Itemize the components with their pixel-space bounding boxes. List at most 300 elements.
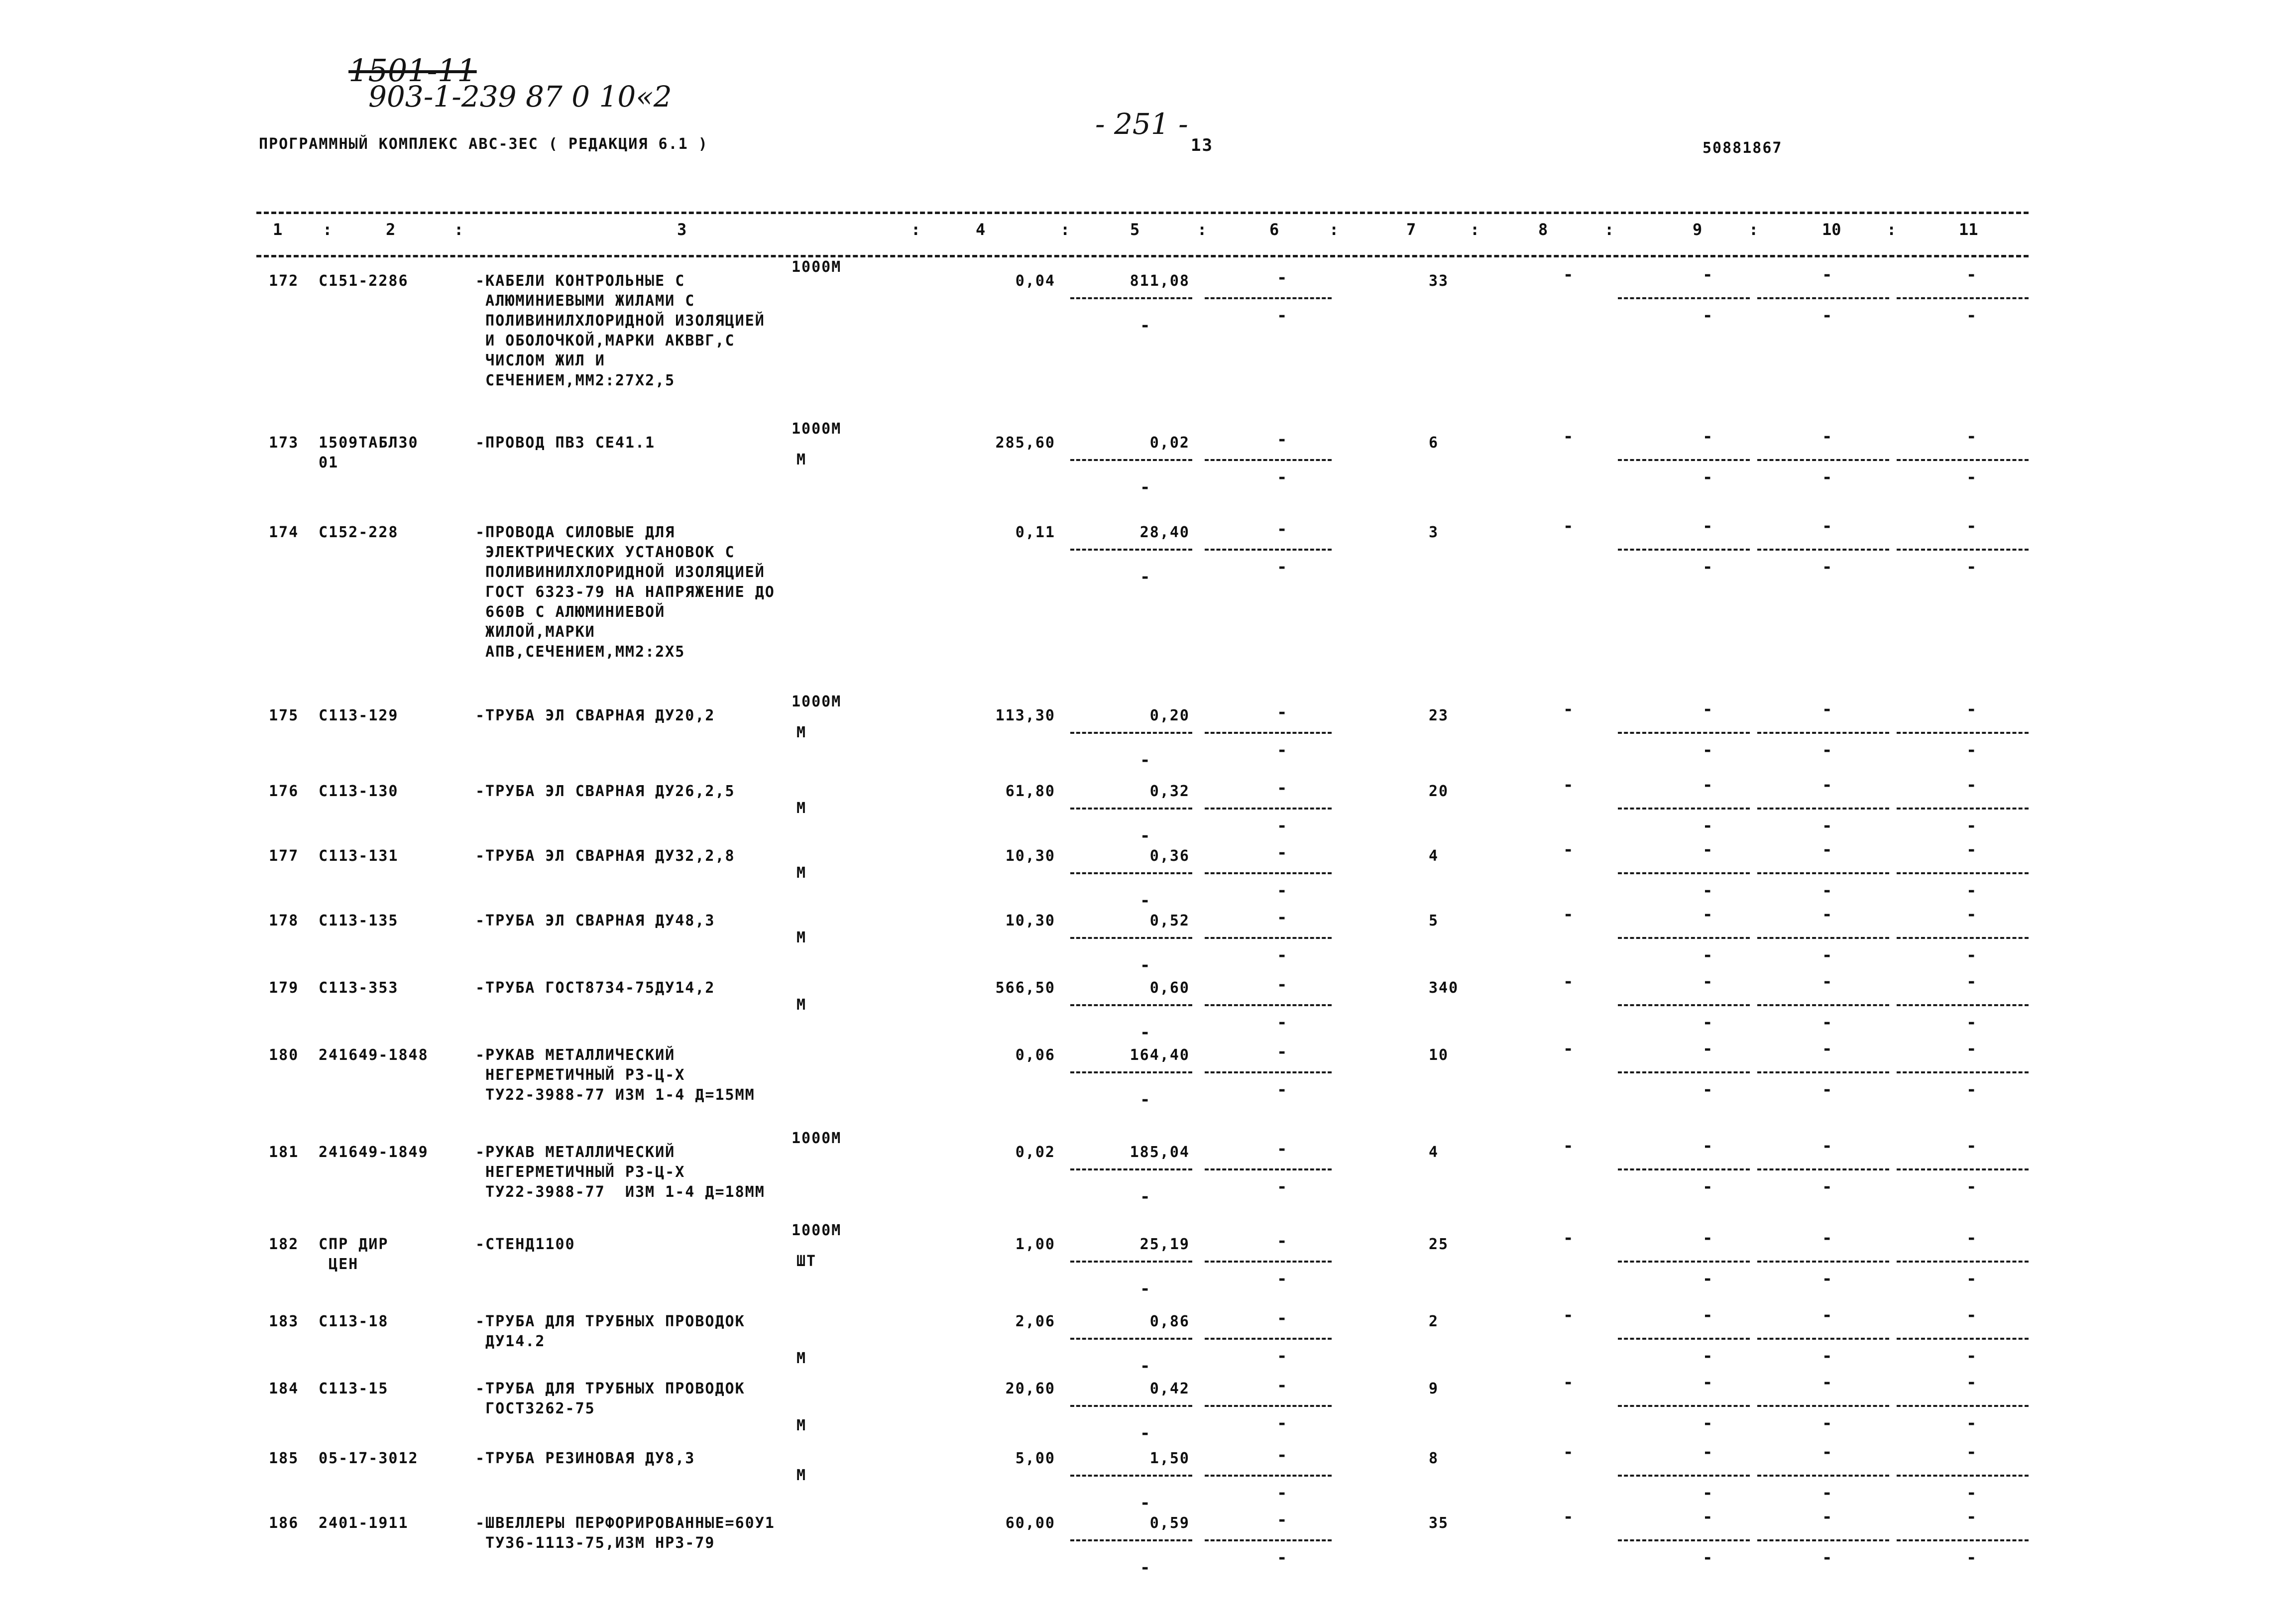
row-name: -ТРУБА РЕЗИНОВАЯ ДУ8,3: [475, 1450, 695, 1467]
document-number: 50881867: [1702, 139, 1783, 157]
row-unit-above: 1000М: [792, 258, 842, 276]
empty-cell-dash: -: [1277, 1510, 1287, 1530]
total-rule-col6: [1205, 937, 1332, 939]
column-header-6: 6: [1269, 220, 1279, 239]
program-header: ПРОГРАММНЫЙ КОМПЛЕКС АВС-3ЕС ( РЕДАКЦИЯ 6.1 ): [259, 135, 708, 153]
column-header-3: 3: [677, 220, 687, 239]
empty-cell-dash: -: [1966, 1039, 1977, 1059]
column-separator: :: [1329, 220, 1339, 239]
empty-cell-dash: -: [1822, 1373, 1832, 1392]
subtotal-dash: -: [1966, 557, 1977, 577]
row-unit-above: 1000М: [792, 1130, 842, 1147]
empty-cell-dash: -: [1966, 265, 1977, 285]
row-name: -РУКАВ МЕТАЛЛИЧЕСКИЙ НЕГЕРМЕТИЧНЫЙ РЗ-Ц-Х ТУ22-3988-77 ИЗМ 1-4 Д=18ММ: [475, 1144, 765, 1201]
subtotal-dash: -: [1140, 750, 1150, 770]
col5-value: 185,04: [1130, 1144, 1190, 1161]
subtotal-dash: -: [1140, 1023, 1150, 1043]
empty-cell-dash: -: [1563, 699, 1574, 719]
empty-cell-dash: -: [1277, 843, 1287, 863]
empty-cell-dash: -: [1277, 1376, 1287, 1395]
subtotal-dash: -: [1140, 1090, 1150, 1110]
col7-value: 5: [1429, 912, 1439, 929]
empty-cell-dash: -: [1702, 1442, 1713, 1462]
total-rule-col11: [1897, 1475, 2029, 1477]
total-rule-col10: [1757, 1539, 1889, 1541]
row-name: -ТРУБА ДЛЯ ТРУБНЫХ ПРОВОДОК ДУ14.2: [475, 1313, 745, 1350]
total-rule-col6: [1205, 549, 1332, 551]
col4-value: 5,00: [1015, 1450, 1055, 1467]
empty-cell-dash: -: [1277, 778, 1287, 798]
col7-value: 4: [1429, 847, 1439, 865]
subtotal-dash: -: [1966, 881, 1977, 901]
column-separator: :: [1197, 220, 1207, 239]
row-number: 181: [269, 1144, 299, 1161]
row-unit-above: 1000М: [792, 693, 842, 710]
subtotal-dash: -: [1822, 740, 1832, 760]
handwritten-project-code: 903-1-239 87 0 10«2: [368, 80, 672, 114]
row-name: -ТРУБА ЭЛ СВАРНАЯ ДУ20,2: [475, 707, 715, 724]
total-rule-col9: [1618, 459, 1750, 461]
subtotal-dash: -: [1277, 1080, 1287, 1100]
total-rule-col6: [1205, 1338, 1332, 1340]
row-code: С113-130: [319, 783, 399, 800]
empty-cell-dash: -: [1702, 1039, 1713, 1059]
col5-value: 0,60: [1149, 979, 1190, 997]
row-code: СПР ДИР ЦЕН: [319, 1236, 389, 1273]
empty-cell-dash: -: [1702, 775, 1713, 795]
table-top-rule: [256, 212, 2029, 214]
total-rule-col5: [1070, 872, 1192, 874]
column-separator: :: [1604, 220, 1614, 239]
empty-cell-dash: -: [1966, 775, 1977, 795]
total-rule-col9: [1618, 1338, 1750, 1340]
total-rule-col10: [1757, 1071, 1889, 1073]
total-rule-col11: [1897, 1168, 2029, 1170]
column-separator: :: [1749, 220, 1759, 239]
total-rule-col6: [1205, 1071, 1332, 1073]
empty-cell-dash: -: [1563, 1373, 1574, 1392]
subtotal-dash: -: [1140, 1187, 1150, 1207]
total-rule-col6: [1205, 459, 1332, 461]
col4-value: 285,60: [995, 434, 1055, 452]
subtotal-dash: -: [1966, 945, 1977, 965]
total-rule-col11: [1897, 808, 2029, 810]
col4-value: 10,30: [1005, 912, 1055, 929]
subtotal-dash: -: [1966, 1548, 1977, 1568]
row-name: -ТРУБА ЭЛ СВАРНАЯ ДУ48,3: [475, 912, 715, 929]
total-rule-col11: [1897, 732, 2029, 734]
empty-cell-dash: -: [1702, 1228, 1713, 1248]
row-number: 178: [269, 912, 299, 929]
total-rule-col10: [1757, 732, 1889, 734]
empty-cell-dash: -: [1702, 1136, 1713, 1156]
col7-value: 2: [1429, 1313, 1439, 1330]
total-rule-col9: [1618, 1004, 1750, 1006]
empty-cell-dash: -: [1563, 427, 1574, 447]
col7-value: 10: [1429, 1046, 1449, 1064]
col5-value: 25,19: [1139, 1236, 1190, 1253]
total-rule-col10: [1757, 297, 1889, 299]
subtotal-dash: -: [1702, 1483, 1713, 1503]
col7-value: 6: [1429, 434, 1439, 452]
subtotal-dash: -: [1966, 1080, 1977, 1100]
subtotal-dash: -: [1822, 1346, 1832, 1366]
empty-cell-dash: -: [1277, 1308, 1287, 1328]
subtotal-dash: -: [1822, 306, 1832, 326]
subtotal-dash: -: [1702, 1177, 1713, 1197]
total-rule-col10: [1757, 459, 1889, 461]
subtotal-dash: -: [1966, 1413, 1977, 1433]
empty-cell-dash: -: [1966, 1507, 1977, 1527]
total-rule-col9: [1618, 732, 1750, 734]
row-number: 185: [269, 1450, 299, 1467]
col7-value: 33: [1429, 272, 1449, 290]
empty-cell-dash: -: [1966, 1442, 1977, 1462]
column-separator: :: [1470, 220, 1480, 239]
row-code: С113-129: [319, 707, 399, 724]
empty-cell-dash: -: [1966, 1305, 1977, 1325]
subtotal-dash: -: [1702, 557, 1713, 577]
row-name: -ТРУБА ДЛЯ ТРУБНЫХ ПРОВОДОК ГОСТ3262-75: [475, 1380, 745, 1417]
total-rule-col9: [1618, 937, 1750, 939]
total-rule-col10: [1757, 1405, 1889, 1407]
subtotal-dash: -: [1277, 881, 1287, 901]
empty-cell-dash: -: [1822, 1442, 1832, 1462]
subtotal-dash: -: [1822, 1483, 1832, 1503]
row-number: 180: [269, 1046, 299, 1064]
total-rule-col5: [1070, 1261, 1192, 1263]
subtotal-dash: -: [1277, 1013, 1287, 1033]
subtotal-dash: -: [1822, 945, 1832, 965]
total-rule-col5: [1070, 297, 1192, 299]
row-code: С113-135: [319, 912, 399, 929]
row-number: 182: [269, 1236, 299, 1253]
total-rule-col10: [1757, 1004, 1889, 1006]
col5-value: 0,86: [1149, 1313, 1190, 1330]
empty-cell-dash: -: [1966, 905, 1977, 925]
total-rule-col10: [1757, 937, 1889, 939]
empty-cell-dash: -: [1702, 972, 1713, 992]
total-rule-col11: [1897, 549, 2029, 551]
row-code: 241649-1848: [319, 1046, 429, 1064]
col4-value: 566,50: [995, 979, 1055, 997]
col5-value: 0,02: [1149, 434, 1190, 452]
empty-cell-dash: -: [1822, 1305, 1832, 1325]
col4-value: 0,02: [1015, 1144, 1055, 1161]
subtotal-dash: -: [1702, 1413, 1713, 1433]
total-rule-col11: [1897, 1338, 2029, 1340]
col7-value: 8: [1429, 1450, 1439, 1467]
total-rule-col10: [1757, 1168, 1889, 1170]
subtotal-dash: -: [1140, 477, 1150, 497]
total-rule-col6: [1205, 1475, 1332, 1477]
column-separator: :: [454, 220, 464, 239]
subtotal-dash: -: [1277, 1269, 1287, 1289]
row-number: 173: [269, 434, 299, 452]
empty-cell-dash: -: [1563, 1442, 1574, 1462]
row-unit-above: 1000М: [792, 1222, 842, 1239]
subtotal-dash: -: [1822, 1177, 1832, 1197]
subtotal-dash: -: [1277, 1413, 1287, 1433]
total-rule-col9: [1618, 1539, 1750, 1541]
subtotal-dash: -: [1140, 1423, 1150, 1443]
subtotal-dash: -: [1702, 1080, 1713, 1100]
empty-cell-dash: -: [1966, 1228, 1977, 1248]
subtotal-dash: -: [1702, 1013, 1713, 1033]
total-rule-col11: [1897, 1004, 2029, 1006]
row-code: 05-17-3012: [319, 1450, 419, 1467]
column-header-1: 1: [273, 220, 283, 239]
subtotal-dash: -: [1140, 891, 1150, 911]
col7-value: 25: [1429, 1236, 1449, 1253]
row-name: -ПРОВОД ПВЗ СЕ41.1: [475, 434, 656, 452]
empty-cell-dash: -: [1966, 972, 1977, 992]
row-name: -СТЕНД1100: [475, 1236, 575, 1253]
row-unit: М: [796, 451, 807, 468]
empty-cell-dash: -: [1563, 775, 1574, 795]
row-number: 176: [269, 783, 299, 800]
total-rule-col6: [1205, 1539, 1332, 1541]
col4-value: 0,11: [1015, 524, 1055, 541]
subtotal-dash: -: [1966, 306, 1977, 326]
empty-cell-dash: -: [1966, 427, 1977, 447]
col4-value: 1,00: [1015, 1236, 1055, 1253]
row-code: С113-131: [319, 847, 399, 865]
column-separator: :: [1887, 220, 1897, 239]
subtotal-dash: -: [1702, 945, 1713, 965]
empty-cell-dash: -: [1277, 975, 1287, 995]
total-rule-col6: [1205, 872, 1332, 874]
col4-value: 60,00: [1005, 1514, 1055, 1532]
col7-value: 340: [1429, 979, 1459, 997]
row-number: 174: [269, 524, 299, 541]
col5-value: 28,40: [1139, 524, 1190, 541]
total-rule-col6: [1205, 1004, 1332, 1006]
subtotal-dash: -: [1822, 1548, 1832, 1568]
col7-value: 9: [1429, 1380, 1439, 1397]
empty-cell-dash: -: [1563, 972, 1574, 992]
subtotal-dash: -: [1277, 1177, 1287, 1197]
total-rule-col11: [1897, 1539, 2029, 1541]
subtotal-dash: -: [1702, 816, 1713, 836]
total-rule-col10: [1757, 872, 1889, 874]
row-unit: М: [796, 1417, 807, 1434]
subtotal-dash: -: [1822, 816, 1832, 836]
total-rule-col5: [1070, 1405, 1192, 1407]
row-name: -ШВЕЛЛЕРЫ ПЕРФОРИРОВАННЫЕ=60У1 ТУ36-1113-75,ИЗМ НРЗ-79: [475, 1514, 775, 1552]
total-rule-col11: [1897, 1261, 2029, 1263]
row-unit: М: [796, 1467, 807, 1484]
empty-cell-dash: -: [1822, 1507, 1832, 1527]
col5-value: 0,52: [1149, 912, 1190, 929]
row-unit: М: [796, 929, 807, 946]
subtotal-dash: -: [1966, 1269, 1977, 1289]
empty-cell-dash: -: [1822, 972, 1832, 992]
row-name: -ТРУБА ГОСТ8734-75ДУ14,2: [475, 979, 715, 997]
total-rule-col6: [1205, 732, 1332, 734]
column-header-10: 10: [1822, 220, 1841, 239]
total-rule-col10: [1757, 1338, 1889, 1340]
subtotal-dash: -: [1702, 881, 1713, 901]
total-rule-col9: [1618, 1475, 1750, 1477]
column-header-2: 2: [386, 220, 396, 239]
empty-cell-dash: -: [1563, 905, 1574, 925]
total-rule-col5: [1070, 1004, 1192, 1006]
row-unit: М: [796, 864, 807, 882]
total-rule-col9: [1618, 1261, 1750, 1263]
empty-cell-dash: -: [1563, 840, 1574, 860]
empty-cell-dash: -: [1822, 427, 1832, 447]
row-code: 1509ТАБЛ30 01: [319, 434, 419, 471]
col7-value: 35: [1429, 1514, 1449, 1532]
row-unit: М: [796, 1350, 807, 1367]
subtotal-dash: -: [1822, 1080, 1832, 1100]
col5-value: 0,32: [1149, 783, 1190, 800]
empty-cell-dash: -: [1277, 519, 1287, 539]
empty-cell-dash: -: [1702, 427, 1713, 447]
empty-cell-dash: -: [1966, 699, 1977, 719]
empty-cell-dash: -: [1822, 775, 1832, 795]
subtotal-dash: -: [1277, 1548, 1287, 1568]
column-header-9: 9: [1693, 220, 1702, 239]
empty-cell-dash: -: [1563, 1228, 1574, 1248]
total-rule-col11: [1897, 1071, 2029, 1073]
col5-value: 1,50: [1149, 1450, 1190, 1467]
empty-cell-dash: -: [1822, 905, 1832, 925]
empty-cell-dash: -: [1702, 840, 1713, 860]
subtotal-dash: -: [1822, 1413, 1832, 1433]
empty-cell-dash: -: [1822, 1136, 1832, 1156]
col4-value: 20,60: [1005, 1380, 1055, 1397]
subtotal-dash: -: [1140, 1356, 1150, 1376]
subtotal-dash: -: [1140, 955, 1150, 975]
subtotal-dash: -: [1966, 467, 1977, 487]
row-name: -КАБЕЛИ КОНТРОЛЬНЫЕ С АЛЮМИНИЕВЫМИ ЖИЛАМИ С ПОЛИВИНИЛХЛОРИДНОЙ ИЗОЛЯЦИЕЙ И ОБОЛОЧКОЙ,МАРКИ АКВВГ,С ЧИСЛОМ ЖИЛ И СЕЧЕНИЕМ,ММ2:27Х2,5: [475, 272, 765, 389]
empty-cell-dash: -: [1277, 1445, 1287, 1465]
subtotal-dash: -: [1277, 1483, 1287, 1503]
row-unit-above: 1000М: [792, 420, 842, 438]
col5-value: 0,20: [1149, 707, 1190, 724]
total-rule-col11: [1897, 937, 2029, 939]
row-code: С151-2286: [319, 272, 409, 290]
empty-cell-dash: -: [1966, 840, 1977, 860]
col4-value: 0,06: [1015, 1046, 1055, 1064]
total-rule-col10: [1757, 1261, 1889, 1263]
empty-cell-dash: -: [1277, 430, 1287, 450]
subtotal-dash: -: [1966, 1346, 1977, 1366]
row-unit: М: [796, 724, 807, 741]
empty-cell-dash: -: [1822, 840, 1832, 860]
total-rule-col11: [1897, 872, 2029, 874]
column-header-5: 5: [1130, 220, 1140, 239]
col4-value: 0,04: [1015, 272, 1055, 290]
empty-cell-dash: -: [1563, 516, 1574, 536]
col5-value: 811,08: [1130, 272, 1190, 290]
subtotal-dash: -: [1822, 467, 1832, 487]
subtotal-dash: -: [1277, 816, 1287, 836]
total-rule-col9: [1618, 872, 1750, 874]
col7-value: 4: [1429, 1144, 1439, 1161]
subtotal-dash: -: [1702, 1548, 1713, 1568]
empty-cell-dash: -: [1702, 265, 1713, 285]
handwritten-sheet-number: 1501-11: [348, 52, 477, 89]
empty-cell-dash: -: [1822, 1228, 1832, 1248]
empty-cell-dash: -: [1563, 1136, 1574, 1156]
column-separator: :: [323, 220, 333, 239]
total-rule-col6: [1205, 297, 1332, 299]
subtotal-dash: -: [1140, 1279, 1150, 1299]
subtotal-dash: -: [1277, 1346, 1287, 1366]
subtotal-dash: -: [1966, 1177, 1977, 1197]
subtotal-dash: -: [1140, 567, 1150, 587]
row-unit: М: [796, 800, 807, 817]
subtotal-dash: -: [1822, 1013, 1832, 1033]
column-separator: :: [911, 220, 921, 239]
empty-cell-dash: -: [1702, 516, 1713, 536]
empty-cell-dash: -: [1966, 1136, 1977, 1156]
total-rule-col6: [1205, 1261, 1332, 1263]
table-header-rule: [256, 255, 2029, 257]
total-rule-col5: [1070, 1071, 1192, 1073]
subtotal-dash: -: [1277, 467, 1287, 487]
empty-cell-dash: -: [1563, 1039, 1574, 1059]
subtotal-dash: -: [1966, 816, 1977, 836]
total-rule-col10: [1757, 1475, 1889, 1477]
subtotal-dash: -: [1822, 557, 1832, 577]
subtotal-dash: -: [1822, 881, 1832, 901]
column-header-8: 8: [1538, 220, 1548, 239]
empty-cell-dash: -: [1277, 1042, 1287, 1062]
empty-cell-dash: -: [1702, 1373, 1713, 1392]
subtotal-dash: -: [1140, 316, 1150, 336]
subtotal-dash: -: [1966, 1483, 1977, 1503]
col4-value: 10,30: [1005, 847, 1055, 865]
empty-cell-dash: -: [1966, 516, 1977, 536]
empty-cell-dash: -: [1702, 699, 1713, 719]
empty-cell-dash: -: [1277, 1139, 1287, 1159]
column-header-4: 4: [976, 220, 986, 239]
empty-cell-dash: -: [1277, 702, 1287, 722]
total-rule-col9: [1618, 808, 1750, 810]
empty-cell-dash: -: [1563, 1305, 1574, 1325]
empty-cell-dash: -: [1966, 1373, 1977, 1392]
subtotal-dash: -: [1140, 1558, 1150, 1578]
total-rule-col9: [1618, 1071, 1750, 1073]
sheet-index: 13: [1191, 135, 1213, 155]
row-number: 184: [269, 1380, 299, 1397]
total-rule-col9: [1618, 1168, 1750, 1170]
column-header-7: 7: [1406, 220, 1416, 239]
total-rule-col5: [1070, 549, 1192, 551]
row-unit: ШТ: [796, 1253, 817, 1270]
row-number: 177: [269, 847, 299, 865]
empty-cell-dash: -: [1277, 1231, 1287, 1251]
empty-cell-dash: -: [1702, 1507, 1713, 1527]
row-code: 2401-1911: [319, 1514, 409, 1532]
total-rule-col11: [1897, 297, 2029, 299]
row-code: 241649-1849: [319, 1144, 429, 1161]
row-number: 183: [269, 1313, 299, 1330]
subtotal-dash: -: [1277, 557, 1287, 577]
row-name: -РУКАВ МЕТАЛЛИЧЕСКИЙ НЕГЕРМЕТИЧНЫЙ РЗ-Ц-Х ТУ22-3988-77 ИЗМ 1-4 Д=15ММ: [475, 1046, 755, 1104]
row-name: -ПРОВОДА СИЛОВЫЕ ДЛЯ ЭЛЕКТРИЧЕСКИХ УСТАНОВОК С ПОЛИВИНИЛХЛОРИДНОЙ ИЗОЛЯЦИЕЙ ГОСТ 6323-79 НА НАПРЯЖЕНИЕ ДО 660В С АЛЮМИНИЕВОЙ ЖИЛОЙ,МАРКИ АПВ,СЕЧЕНИЕМ,ММ2:2Х5: [475, 524, 775, 661]
row-unit: М: [796, 996, 807, 1014]
subtotal-dash: -: [1277, 306, 1287, 326]
total-rule-col9: [1618, 1405, 1750, 1407]
row-code: С113-15: [319, 1380, 389, 1397]
col5-value: 0,42: [1149, 1380, 1190, 1397]
subtotal-dash: -: [1702, 1269, 1713, 1289]
